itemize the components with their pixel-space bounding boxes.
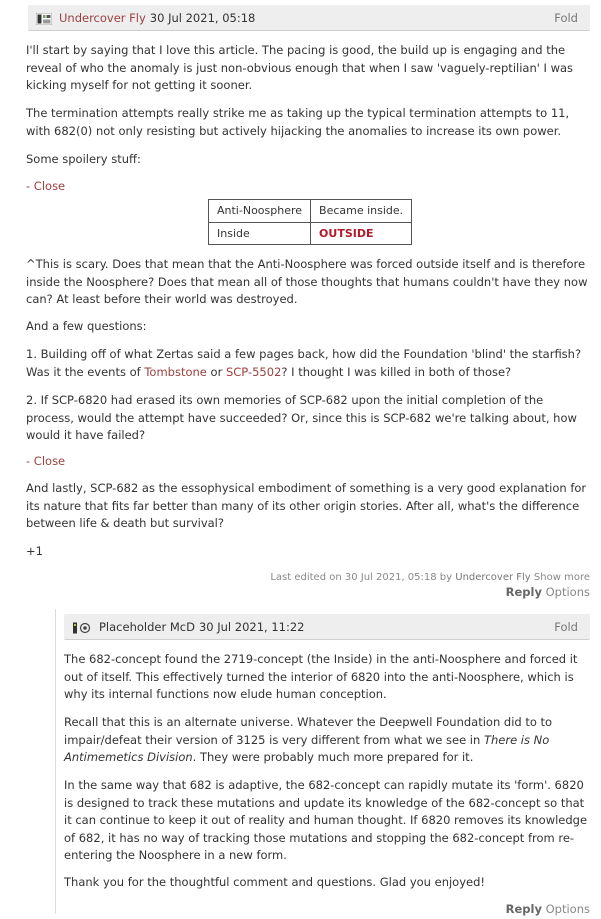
reply-actions xyxy=(506,901,590,919)
spoiler-close-link[interactable]: - Close xyxy=(26,454,66,468)
post-paragraph: I'll start by saying that I love this article. The pacing is good, the build up is engaging and the reveal of who the anomaly is just non-obvious enough that when I saw 'vaguely-reptilian' I was kicking myself for not getting it sooner. xyxy=(26,43,574,92)
reply-italic-title: There is No Antimemetics Division xyxy=(64,732,550,764)
reply-text: . They were probably much more prepared for it. xyxy=(192,750,474,764)
user-avatar-icon[interactable] xyxy=(36,13,52,25)
table-cell: Inside xyxy=(209,222,311,245)
reply-paragraph: In the same way that 682 is adaptive, the 682-concept can rapidly mutate its 'form'. 6820 is designed to track these mutations and update its knowledge of the 682-concept so that it can continue to keep it out of reality and human thought. If 6820 removes its knowledge of 682, it has no way of tracking those mutations and stopping the 682-concept from re-entering the Noosphere in a new form. xyxy=(64,778,588,862)
options-button[interactable]: Options xyxy=(545,902,590,916)
spoiler-close-link[interactable]: - Close xyxy=(26,179,66,193)
reply-paragraph: Thank you for the thoughtful comment and questions. Glad you enjoyed! xyxy=(64,875,486,889)
author-link[interactable]: Placeholder McD xyxy=(99,620,195,634)
fold-button[interactable]: Fold xyxy=(554,11,578,25)
fold-button[interactable]: Fold xyxy=(554,620,578,634)
question-text: or xyxy=(206,364,226,379)
table-cell: Became inside. xyxy=(311,200,412,223)
question-2: 2. If SCP-6820 had erased its own memories of SCP-682 upon the initial completion of the process, would the attempt have succeeded? Or, since this is SCP-682 we're talking about, how would it have failed? xyxy=(26,393,577,442)
post-paragraph: Some spoilery stuff: xyxy=(26,152,141,166)
post-paragraph: And lastly, SCP-682 as the essophysical embodiment of something is a very good explanation for its nature that fits far better than many of its other origin stories. After all, what's the difference between life & death but survival? xyxy=(26,481,587,530)
post-header xyxy=(28,5,590,31)
reply-header xyxy=(64,614,590,640)
post-paragraph: And a few questions: xyxy=(26,319,147,333)
scp-5502-link[interactable]: SCP-5502 xyxy=(225,364,282,379)
reply-button[interactable]: Reply xyxy=(505,585,542,599)
question-text: 1. Building off of what Zertas said a few pages back, how did the Foundation 'blind' the starfish? Was it the events of xyxy=(26,347,582,379)
table-cell-highlight: OUTSIDE xyxy=(311,222,412,245)
rating[interactable]: +1 xyxy=(26,544,43,558)
author-link[interactable]: Undercover Fly xyxy=(59,11,146,25)
question-1 xyxy=(26,346,592,381)
post-date: 30 Jul 2021, 05:18 xyxy=(149,11,256,25)
reply-date: 30 Jul 2021, 11:22 xyxy=(198,620,305,634)
post-paragraph: ^This is scary. Does that mean that the Anti-Noosphere was forced outside itself and is therefore inside the Noosphere? Does that mean all of those thoughts that humans couldn't have they now can? At least before their world was destroyed. xyxy=(26,257,588,306)
edited-text: Last edited on 30 Jul 2021, 05:18 by xyxy=(270,572,456,583)
table-cell: Anti-Noosphere xyxy=(209,200,311,223)
show-more-link[interactable]: Show more xyxy=(533,572,590,583)
post-paragraph: The termination attempts really strike me as taking up the typical termination attempts to 11, with 682(0) not only resisting but actively hijacking the anomalies to increase its own power. xyxy=(26,106,570,138)
editor-link[interactable]: Undercover Fly xyxy=(455,572,531,583)
table-row xyxy=(209,200,412,223)
options-button[interactable]: Options xyxy=(545,585,590,599)
reply-paragraph xyxy=(64,714,589,767)
user-avatar-icon[interactable] xyxy=(72,622,92,634)
table-row xyxy=(209,222,412,245)
reply-paragraph: The 682-concept found the 2719-concept (the Inside) in the anti-Noosphere and forced it out of itself. This effectively turned the interior of 6820 into the anti-Noosphere, which is why its internal functions now elude human conception. xyxy=(64,652,578,701)
spoiler-table xyxy=(208,199,412,245)
tombstone-link[interactable]: Tombstone xyxy=(144,364,207,379)
question-text: ? I thought I was killed in both of those? xyxy=(281,364,512,379)
reply-text: Recall that this is an alternate universe. Whatever the Deepwell Foundation did to to impair/defeat their version of 3125 is very different from what we see in xyxy=(64,715,553,747)
post-actions xyxy=(506,584,590,602)
thread-line xyxy=(55,609,56,914)
reply-button[interactable]: Reply xyxy=(505,902,542,916)
